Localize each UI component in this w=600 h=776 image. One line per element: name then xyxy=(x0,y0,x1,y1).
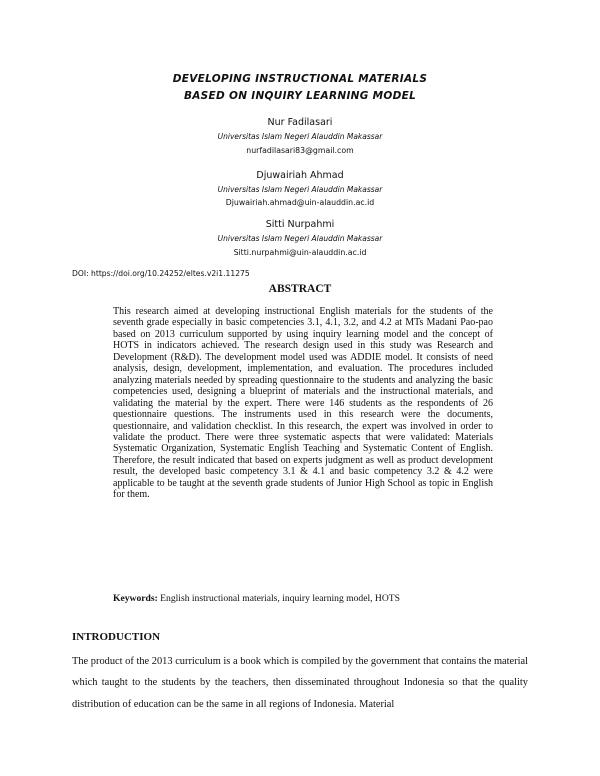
author-affiliation: Universitas Islam Negeri Alauddin Makassar xyxy=(217,234,383,243)
abstract-text: This research aimed at developing instructional English materials for the students of the seventh grade especially in basic competencies 3.1, 4.1, 3.2, and 4.2 at MTs Madani Pao-pao based on 2013 curriculum supported by using inquiry learning model and the concept of HOTS in indicators achieved. The research design used in this study was Research and Development (R&D). The development model used was ADDIE model. It consists of need analysis, design, development, implementation, and evaluation. The procedures included analyzing materials needed by spreading questionnaire to the students and analyzing the basic competencies used, designing a blueprint of materials and the instructional materials, and validating the material by the expert. There were 146 students as the respondents of 26 questionnaire questions. The instruments used in this research were the documents, questionnaire, and validation checklist. In this research, the expert was involved in order to validate the product. There were three systematic aspects that were validated: Materials Systematic Organization, Systematic English Teaching and Systematic Content of English. Therefore, the result indicated that based on experts judgment as well as product development result, the developed basic competency 3.1 & 4.1 and basic competency 3.2 & 4.2 were applicable to be taught at the seventh grade students of Junior High School as topic in English for them. xyxy=(113,306,493,501)
author-email: nurfadilasari83@gmail.com xyxy=(246,146,354,155)
author-email: Sitti.nurpahmi@uin-alauddin.ac.id xyxy=(233,248,367,257)
author-affiliation: Universitas Islam Negeri Alauddin Makassar xyxy=(217,185,383,194)
paper-title-line-2: BASED ON INQUIRY LEARNING MODEL xyxy=(183,90,417,102)
abstract-heading: ABSTRACT xyxy=(268,283,332,295)
author-name: Sitti Nurpahmi xyxy=(265,219,335,230)
author-affiliation: Universitas Islam Negeri Alauddin Makassar xyxy=(217,132,383,141)
keywords-label: Keywords: xyxy=(113,593,158,604)
author-email: Djuwairiah.ahmad@uin-alauddin.ac.id xyxy=(225,198,375,207)
author-name: Nur Fadilasari xyxy=(267,117,333,128)
paper-title-line-1: DEVELOPING INSTRUCTIONAL MATERIALS xyxy=(172,73,428,85)
introduction-text: The product of the 2013 curriculum is a book which is compiled by the government that contains the material which taught to the students by the teachers, then disseminated throughout Indonesia so that the quality distribution of education can be the same in all regions of Indonesia. Material xyxy=(72,656,528,710)
keywords-text: English instructional materials, inquiry learning model, HOTS xyxy=(160,593,400,604)
introduction-heading: INTRODUCTION xyxy=(72,631,161,643)
author-name: Djuwairiah Ahmad xyxy=(256,170,344,181)
keywords xyxy=(113,593,513,604)
doi-link[interactable]: DOI: https://doi.org/10.24252/eltes.v2i1.11275 xyxy=(72,269,250,278)
